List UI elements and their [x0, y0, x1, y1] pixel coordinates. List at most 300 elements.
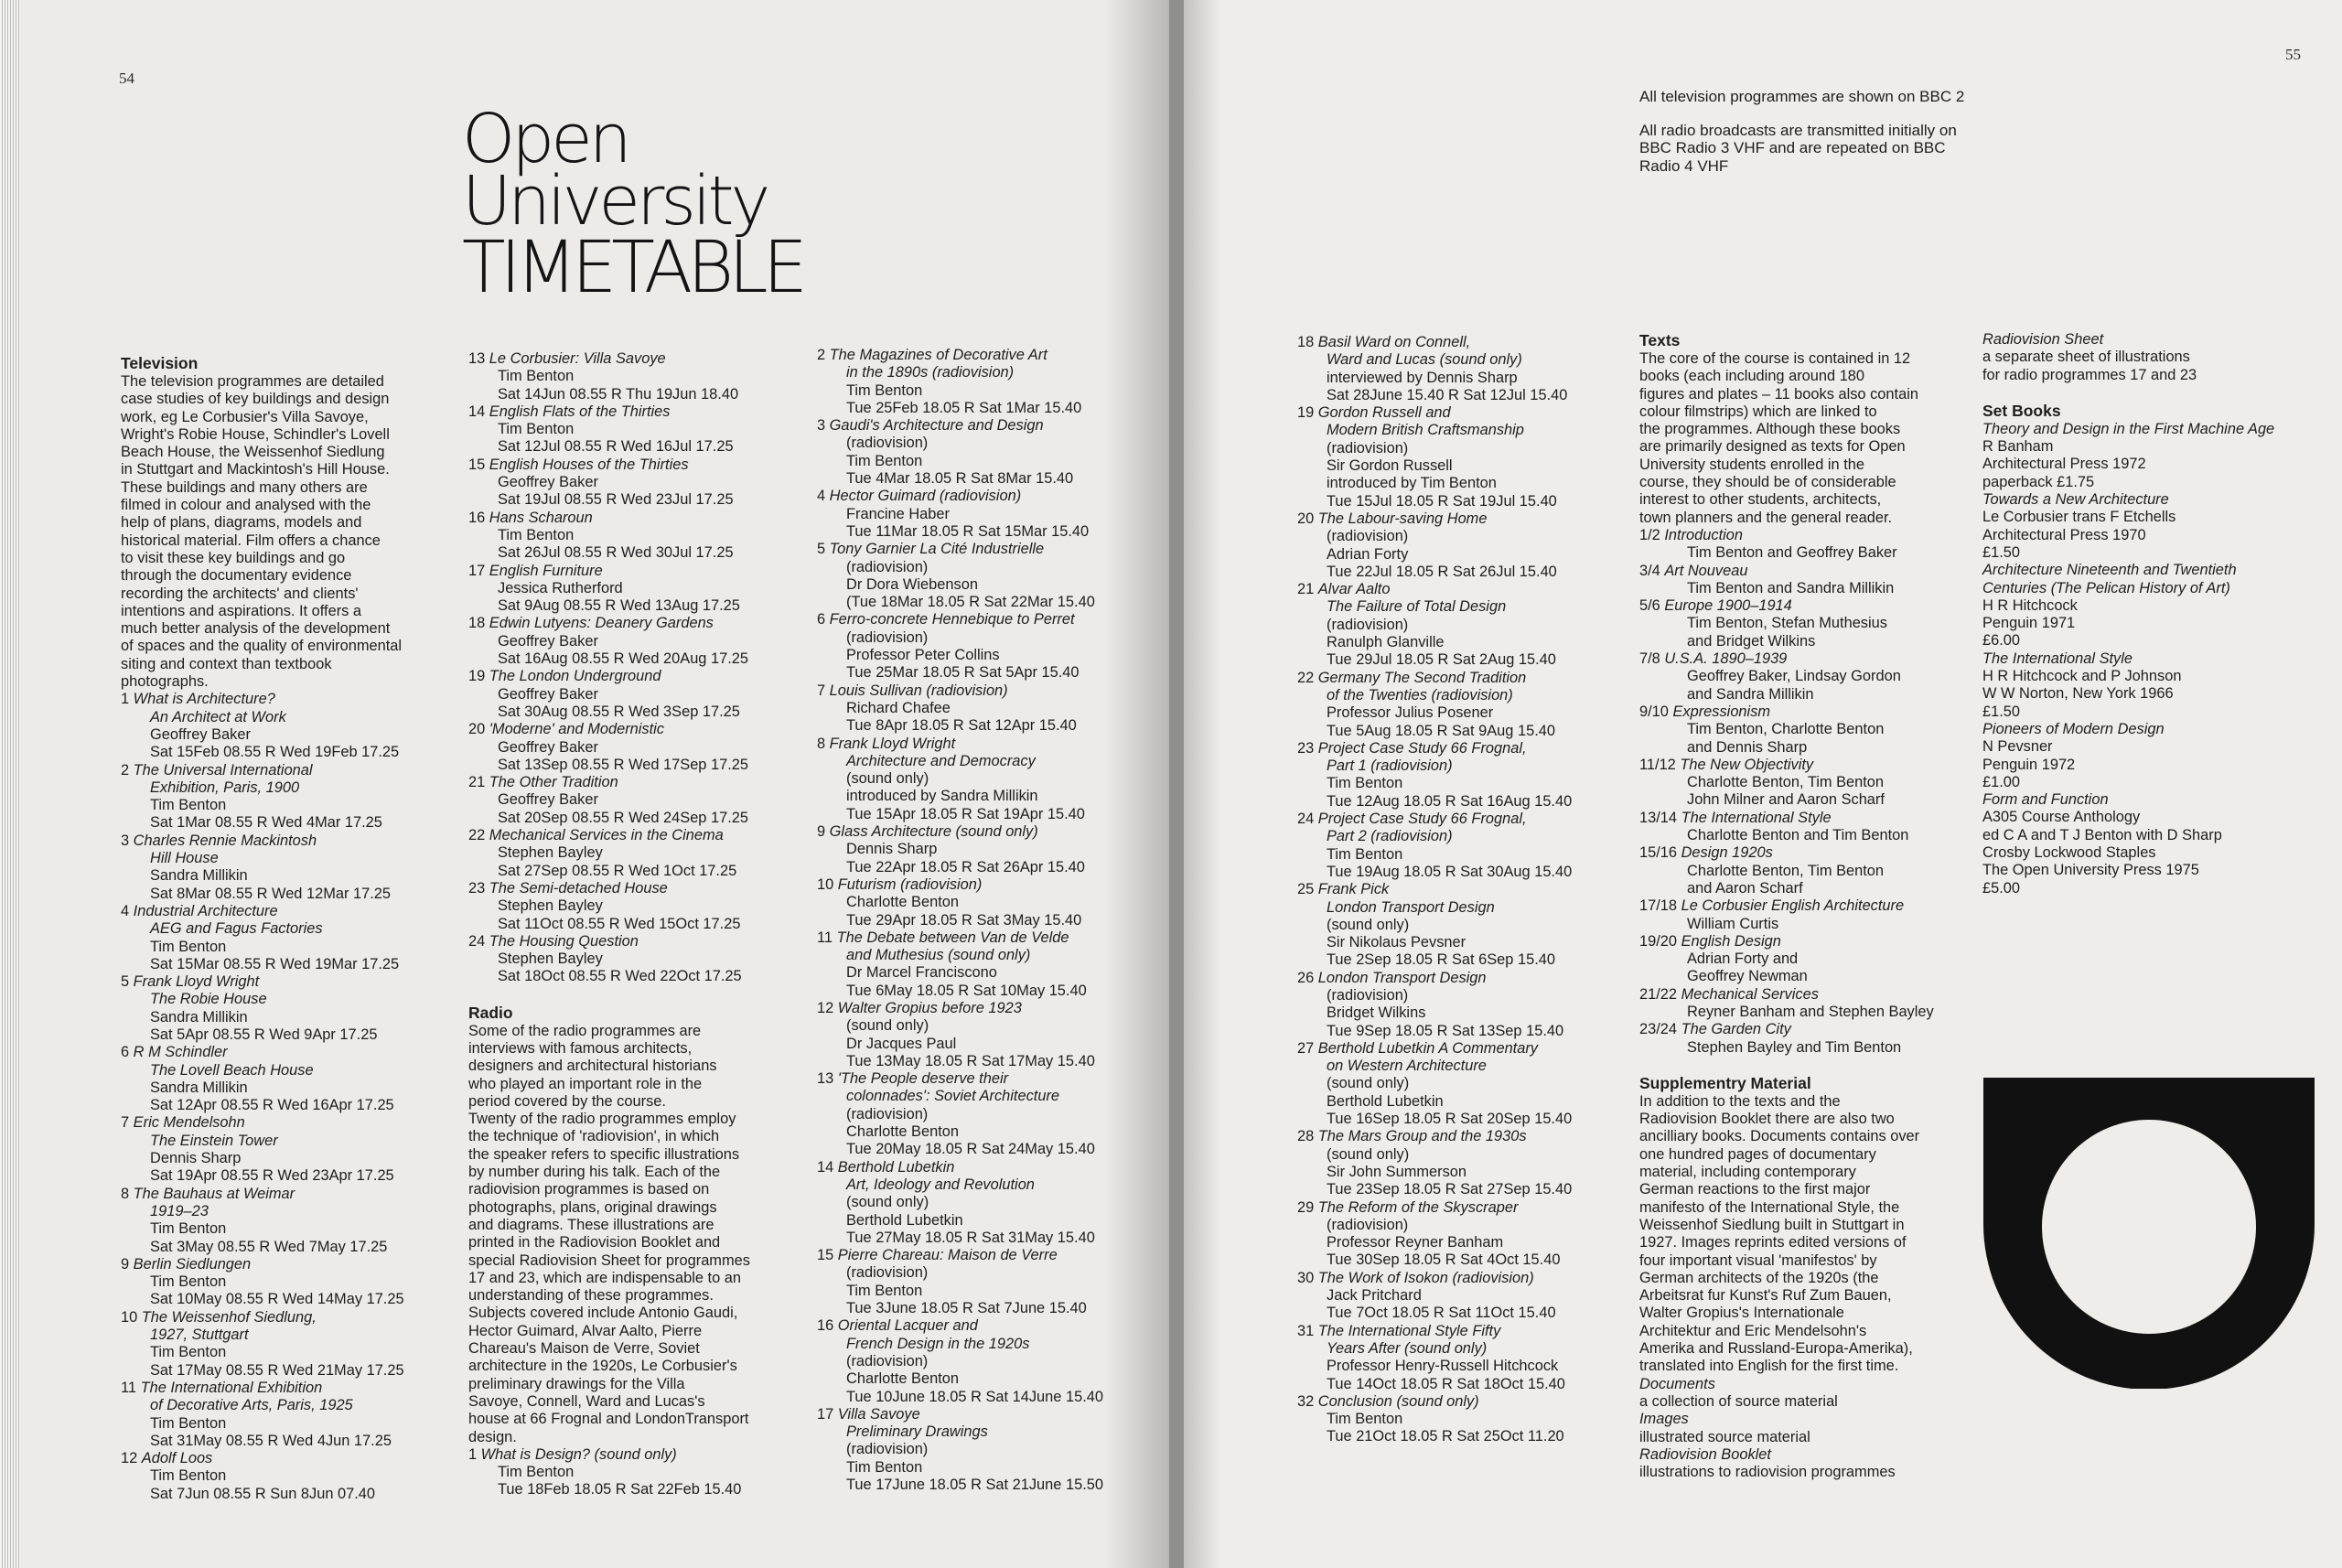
- programme-title: [817, 1406, 1103, 1423]
- programme-title: [121, 1450, 404, 1467]
- body-text-line: the speaker refers to specific illustrations: [468, 1145, 740, 1163]
- body-text-line: The television programmes are detailed: [121, 373, 384, 390]
- programme-detail: Tue 2Sep 18.05 R Sat 6Sep 15.40: [1327, 951, 1555, 969]
- programme-detail: Sat 7Jun 08.55 R Sun 8Jun 07.40: [150, 1485, 376, 1502]
- programme-title: [817, 541, 1103, 558]
- body-text-line: Twenty of the radio programmes employ: [468, 1111, 736, 1128]
- programme-detail: (sound only): [1327, 1075, 1410, 1092]
- programme-detail: (Tue 18Mar 18.05 R Sat 22Mar 15.40: [846, 594, 1095, 611]
- programme-detail: Berthold Lubetkin: [846, 1211, 963, 1229]
- book-authors: Geoffrey Baker, Lindsay Gordon: [1687, 668, 1901, 685]
- programme-name: Design 1920s: [1681, 844, 1773, 862]
- body-text-line: Subjects covered include Antonio Gaudi,: [468, 1305, 738, 1322]
- programme-detail: (radiovision): [846, 1352, 929, 1369]
- body-text-line: figures and plates – 11 books also contain: [1639, 385, 1918, 403]
- body-text-line: printed in the Radiovision Booklet and: [468, 1234, 721, 1251]
- programme-title: [1639, 757, 1934, 774]
- programme-detail: Tim Benton: [846, 1282, 923, 1299]
- body-text-line: Walter Gropius's Internationale: [1639, 1305, 1844, 1322]
- body-text-line: Penguin 1972: [1982, 756, 2076, 773]
- body-text-line: R Banham: [1982, 438, 2054, 456]
- programme-detail: Sandra Millikin: [150, 867, 248, 885]
- programme-detail: Tue 29Jul 18.05 R Sat 2Aug 15.40: [1327, 651, 1556, 669]
- programme-detail: Charlotte Benton: [846, 894, 960, 911]
- programme-number: 21: [468, 774, 489, 791]
- programme-detail: (sound only): [1327, 916, 1410, 933]
- body-text-line: who played an important role in the: [468, 1075, 703, 1092]
- programme-detail: Charlotte Benton: [846, 1123, 960, 1141]
- body-text-line: by number during his talk. Each of the: [468, 1164, 721, 1181]
- body-text-line: period covered by the course.: [468, 1092, 666, 1110]
- programme-name: Germany The Second Tradition: [1317, 669, 1527, 686]
- programme-title: [1297, 334, 1572, 351]
- programme-number: 23/24: [1639, 1021, 1681, 1038]
- programme-name: Charles Rennie Mackintosh: [133, 832, 317, 849]
- programme-name: The Mars Group and the 1930s: [1317, 1128, 1527, 1145]
- programme-title: [468, 456, 750, 474]
- programme-detail: Tue 20May 18.05 R Sat 24May 15.40: [846, 1141, 1095, 1158]
- book-authors: and Dennis Sharp: [1687, 738, 1808, 756]
- programme-number: 28: [1297, 1128, 1318, 1145]
- programme-name: Conclusion (sound only): [1317, 1392, 1479, 1410]
- programme-detail: Tue 25Mar 18.05 R Sat 5Apr 15.40: [846, 664, 1080, 682]
- programme-number: 16: [468, 509, 489, 526]
- programme-name: Project Case Study 66 Frognal,: [1317, 739, 1527, 757]
- programme-name: The London Underground: [489, 668, 661, 685]
- programme-title: [1297, 970, 1572, 987]
- programme-detail: Dennis Sharp: [150, 1150, 242, 1167]
- programme-detail: Tim Benton: [150, 1220, 227, 1238]
- programme-detail: Dr Dora Wiebenson: [846, 575, 978, 593]
- book-title: Radiovision Booklet: [1639, 1445, 1771, 1463]
- programme-number: 8: [817, 735, 830, 752]
- column-radio-1: [817, 347, 1103, 1494]
- body-text-line: Wright's Robie House, Schindler's Lovell: [121, 425, 390, 443]
- programme-detail: Tim Benton: [498, 421, 575, 438]
- programme-subtitle: London Transport Design: [1327, 898, 1495, 916]
- programme-subtitle: Part 2 (radiovision): [1327, 828, 1453, 845]
- programme-number: 5/6: [1639, 597, 1665, 615]
- programme-name: English Houses of the Thirties: [489, 456, 689, 473]
- programme-number: 2: [121, 761, 134, 779]
- section-heading: Texts: [1639, 331, 1681, 349]
- programme-number: 24: [468, 932, 489, 950]
- programme-number: 22: [1297, 669, 1318, 686]
- programme-name: Eric Mendelsohn: [133, 1114, 245, 1132]
- programme-name: Glass Architecture (sound only): [829, 823, 1038, 841]
- body-text-line: radiovision programmes is based on: [468, 1181, 710, 1198]
- programme-subtitle: Modern British Craftsmanship: [1327, 422, 1524, 439]
- body-text-line: Le Corbusier trans F Etchells: [1982, 509, 2176, 526]
- body-text-line: colour filmstrips) which are linked to: [1639, 403, 1877, 420]
- body-text-line: historical material. Film offers a chance: [121, 532, 381, 549]
- body-text-line: £1.50: [1982, 543, 2021, 561]
- programme-detail: Tue 30Sep 18.05 R Sat 4Oct 15.40: [1327, 1251, 1561, 1269]
- body-text-line: design.: [468, 1428, 517, 1445]
- programme-number: 7: [121, 1114, 134, 1132]
- programme-detail: Tue 22Apr 18.05 R Sat 26Apr 15.40: [846, 858, 1085, 875]
- body-text-line: interest to other students, architects,: [1639, 491, 1882, 509]
- programme-detail: Tim Benton: [150, 938, 227, 955]
- programme-name: London Transport Design: [1317, 969, 1487, 986]
- programme-subtitle: French Design in the 1920s: [846, 1335, 1030, 1352]
- programme-number: 13/14: [1639, 809, 1681, 826]
- programme-title: [817, 488, 1103, 505]
- programme-subtitle: 1919–23: [150, 1202, 209, 1219]
- programme-name: Industrial Architecture: [133, 902, 278, 919]
- programme-detail: (sound only): [846, 1194, 929, 1211]
- programme-detail: Sat 15Mar 08.55 R Wed 19Mar 17.25: [150, 955, 400, 972]
- programme-detail: Jack Pritchard: [1327, 1287, 1422, 1305]
- body-text-line: photographs, plans, original drawings: [468, 1198, 717, 1216]
- programme-title: [468, 1446, 750, 1464]
- programme-name: English Design: [1681, 932, 1781, 950]
- body-text-line: H R Hitchcock and P Johnson: [1982, 668, 2182, 685]
- programme-title: [121, 1256, 404, 1273]
- programme-number: 25: [1297, 881, 1318, 898]
- programme-name: Frank Pick: [1317, 881, 1390, 898]
- programme-number: 3: [121, 832, 134, 849]
- programme-number: 8: [121, 1185, 134, 1202]
- body-text-line: siting and context than textbook: [121, 655, 332, 672]
- programme-name: Mechanical Services: [1681, 985, 1819, 1003]
- tv-note: All television programmes are shown on BBC 2: [1639, 88, 1965, 105]
- programme-number: 4: [817, 488, 830, 505]
- body-text-line: intentions and aspirations. It offers a: [121, 602, 362, 619]
- programme-title: [817, 736, 1103, 753]
- programme-detail: Tue 29Apr 18.05 R Sat 3May 15.40: [846, 911, 1082, 929]
- programme-title: [1297, 740, 1572, 757]
- programme-detail: (radiovision): [1327, 528, 1409, 545]
- programme-name: 'The People deserve their: [837, 1070, 1009, 1088]
- programme-number: 17: [468, 562, 489, 579]
- programme-title: [817, 1317, 1103, 1335]
- programme-name: The Bauhaus at Weimar: [133, 1185, 295, 1202]
- programme-name: Europe 1900–1914: [1664, 597, 1792, 615]
- book-authors: Charlotte Benton, Tim Benton: [1687, 862, 1885, 879]
- programme-detail: Sir Gordon Russell: [1327, 457, 1453, 475]
- programme-detail: Tue 16Sep 18.05 R Sat 20Sep 15.40: [1327, 1111, 1573, 1128]
- programme-detail: Sat 8Mar 08.55 R Wed 12Mar 17.25: [150, 885, 392, 902]
- programme-title: [1297, 404, 1572, 422]
- programme-name: Futurism (radiovision): [837, 875, 983, 893]
- book-authors: Geoffrey Newman: [1687, 968, 1808, 985]
- page-number-left: 54: [119, 70, 134, 87]
- programme-detail: (radiovision): [846, 1105, 929, 1122]
- programme-detail: Sat 13Sep 08.55 R Wed 17Sep 17.25: [498, 756, 748, 773]
- programme-name: The Labour-saving Home: [1317, 510, 1488, 527]
- programme-number: 23: [1297, 739, 1318, 757]
- programme-title: [468, 668, 750, 685]
- body-text-line: German architects of the 1920s (the: [1639, 1269, 1879, 1286]
- body-text-line: filmed in colour and analysed with the: [121, 497, 371, 514]
- programme-number: 6: [121, 1044, 134, 1061]
- programme-number: 11: [817, 929, 837, 946]
- page-title: [462, 100, 802, 309]
- programme-detail: Sat 19Apr 08.55 R Wed 23Apr 17.25: [150, 1167, 394, 1185]
- programme-title: [121, 762, 404, 779]
- programme-number: 1/2: [1639, 526, 1665, 543]
- book-authors: Tim Benton, Charlotte Benton: [1687, 721, 1885, 738]
- programme-name: Le Corbusier English Architecture: [1681, 897, 1905, 915]
- programme-detail: Tue 12Aug 18.05 R Sat 16Aug 15.40: [1327, 792, 1573, 810]
- section-heading: Radio: [468, 1003, 513, 1022]
- programme-title: [121, 973, 404, 991]
- programme-detail: (radiovision): [846, 628, 929, 646]
- programme-subtitle: of the Twenties (radiovision): [1327, 686, 1513, 703]
- programme-detail: Tim Benton: [846, 1458, 923, 1476]
- book-authors: and Sandra Millikin: [1687, 685, 1814, 703]
- programme-name: The Garden City: [1681, 1021, 1791, 1038]
- body-text-line: the programmes. Although these books: [1639, 421, 1901, 438]
- programme-detail: Tim Benton: [150, 1467, 227, 1485]
- programme-title: [1297, 1040, 1572, 1058]
- programme-detail: Tim Benton: [1327, 845, 1403, 863]
- programme-title: [121, 1309, 404, 1326]
- programme-detail: Tue 3June 18.05 R Sat 7June 15.40: [846, 1300, 1087, 1317]
- body-text-line: interviews with famous architects,: [468, 1039, 693, 1057]
- book-authors: Tim Benton and Sandra Millikin: [1687, 579, 1895, 596]
- programme-name: Introduction: [1664, 526, 1743, 543]
- body-text-line: photographs.: [121, 673, 209, 691]
- body-text-line: illustrated source material: [1639, 1428, 1810, 1445]
- body-text-line: manifesto of the International Style, the: [1639, 1198, 1900, 1216]
- programme-name: The Weissenhof Siedlung,: [141, 1308, 317, 1326]
- programme-title: [1639, 1021, 1934, 1038]
- spacer: [1639, 1057, 1934, 1074]
- programme-name: Louis Sullivan (radiovision): [829, 682, 1008, 699]
- programme-subtitle: The Einstein Tower: [150, 1132, 278, 1149]
- programme-detail: Sat 31May 08.55 R Wed 4Jun 17.25: [150, 1432, 392, 1449]
- programme-name: The International Style: [1681, 809, 1832, 826]
- programme-detail: (radiovision): [846, 1264, 929, 1282]
- programme-name: Frank Lloyd Wright: [829, 735, 956, 752]
- programme-detail: Sir John Summerson: [1327, 1163, 1467, 1180]
- programme-name: English Furniture: [489, 562, 603, 579]
- programme-detail: Sat 15Feb 08.55 R Wed 19Feb 17.25: [150, 744, 400, 761]
- book-spine: [1169, 0, 1184, 1568]
- programme-number: 31: [1297, 1322, 1318, 1339]
- programme-title: [1639, 810, 1934, 827]
- programme-detail: Sandra Millikin: [150, 1079, 248, 1096]
- programme-detail: Geoffrey Baker: [498, 685, 598, 703]
- programme-number: 18: [1297, 334, 1318, 350]
- programme-name: The Housing Question: [489, 932, 639, 950]
- programme-title: [1639, 933, 1934, 950]
- programme-name: Berthold Lubetkin A Commentary: [1317, 1039, 1539, 1057]
- programme-subtitle: The Failure of Total Design: [1327, 598, 1507, 616]
- programme-subtitle: Years After (sound only): [1327, 1339, 1488, 1357]
- book-authors: Stephen Bayley and Tim Benton: [1687, 1038, 1902, 1056]
- programme-subtitle: Exhibition, Paris, 1900: [150, 779, 300, 796]
- programme-detail: Tue 11Mar 18.05 R Sat 15Mar 15.40: [846, 522, 1090, 540]
- programme-detail: interviewed by Dennis Sharp: [1327, 369, 1518, 386]
- programme-title: [817, 1247, 1103, 1264]
- programme-detail: (radiovision): [846, 1441, 929, 1458]
- programme-name: Ferro-concrete Hennebique to Perret: [829, 611, 1075, 628]
- programme-number: 7: [817, 682, 830, 699]
- programme-detail: Tim Benton: [498, 1464, 575, 1481]
- programme-subtitle: Art, Ideology and Revolution: [846, 1176, 1035, 1193]
- programme-subtitle: and Muthesius (sound only): [846, 947, 1031, 964]
- programme-detail: introduced by Sandra Millikin: [846, 788, 1038, 805]
- programme-name: R M Schindler: [133, 1044, 228, 1061]
- programme-title: [1639, 703, 1934, 721]
- programme-title: [817, 611, 1103, 628]
- programme-name: The Work of Isokon (radiovision): [1317, 1269, 1534, 1286]
- programme-name: English Flats of the Thirties: [489, 403, 671, 420]
- book-title: Theory and Design in the First Machine Age: [1982, 420, 2275, 437]
- book-authors: John Milner and Aaron Scharf: [1687, 791, 1885, 809]
- programme-detail: Dennis Sharp: [846, 841, 938, 858]
- programme-name: Le Corbusier: Villa Savoye: [489, 350, 666, 367]
- programme-detail: Sat 28June 15.40 R Sat 12Jul 15.40: [1327, 386, 1568, 403]
- programme-detail: Geoffrey Baker: [498, 791, 598, 809]
- programme-detail: Stephen Bayley: [498, 950, 603, 968]
- programme-name: The International Exhibition: [140, 1379, 323, 1396]
- body-text-line: paperback £1.75: [1982, 473, 2095, 490]
- programme-name: The New Objectivity: [1680, 756, 1814, 773]
- spacer: [1982, 384, 2274, 402]
- section-heading: Television: [121, 354, 199, 372]
- book-title: Documents: [1639, 1375, 1715, 1392]
- programme-number: 19: [468, 668, 489, 685]
- book-authors: Charlotte Benton, Tim Benton: [1687, 774, 1885, 791]
- programme-title: [121, 1114, 404, 1132]
- programme-title: [817, 417, 1103, 435]
- programme-subtitle: Ward and Lucas (sound only): [1327, 351, 1522, 369]
- programme-name: The Reform of the Skyscraper: [1317, 1198, 1519, 1216]
- body-text-line: Some of the radio programmes are: [468, 1022, 702, 1039]
- programme-title: [468, 350, 750, 368]
- body-text-line: Chareau's Maison de Verre, Soviet: [468, 1340, 700, 1358]
- programme-detail: Sat 3May 08.55 R Wed 7May 17.25: [150, 1238, 388, 1255]
- programme-title: [468, 403, 750, 421]
- programme-title: [1297, 881, 1572, 898]
- programme-title: [121, 832, 404, 850]
- body-text-line: Amerika and Russland-Europa-Amerika),: [1639, 1340, 1913, 1358]
- programme-title: [817, 823, 1103, 841]
- page-edges: [0, 0, 20, 1568]
- body-text-line: translated into English for the first time.: [1639, 1358, 1899, 1375]
- body-text-line: H R Hitchcock: [1982, 596, 2078, 614]
- programme-detail: Adrian Forty: [1327, 545, 1409, 563]
- section-heading: Set Books: [1982, 401, 2061, 420]
- programme-detail: Sat 12Jul 08.55 R Wed 16Jul 17.25: [498, 438, 734, 456]
- programme-detail: Tue 9Sep 18.05 R Sat 13Sep 15.40: [1327, 1022, 1564, 1039]
- programme-name: Mechanical Services in the Cinema: [489, 827, 724, 844]
- book-title: Radiovision Sheet: [1982, 331, 2104, 348]
- programme-detail: Francine Haber: [846, 505, 950, 522]
- programme-title: [1297, 1128, 1572, 1145]
- programme-name: What is Design? (sound only): [480, 1445, 677, 1463]
- programme-detail: Geoffrey Baker: [498, 632, 598, 650]
- body-text-line: of spaces and the quality of environmental: [121, 638, 403, 655]
- programme-number: 23: [468, 879, 489, 897]
- programme-name: Berthold Lubetkin: [837, 1158, 955, 1176]
- programme-detail: Tim Benton: [150, 1273, 227, 1291]
- programme-detail: Geoffrey Baker: [150, 725, 251, 743]
- programme-detail: Tue 15Apr 18.05 R Sat 19Apr 15.40: [846, 805, 1085, 822]
- programme-subtitle: Part 1 (radiovision): [1327, 757, 1453, 775]
- programme-number: 18: [468, 615, 489, 632]
- gutter-shadow: [1184, 0, 1220, 1568]
- programme-number: 15: [468, 456, 489, 473]
- programme-detail: (radiovision): [1327, 616, 1409, 633]
- programme-title: [121, 903, 404, 920]
- body-text-line: Beach House, the Weissenhof Siedlung: [121, 444, 385, 461]
- body-text-line: £1.50: [1982, 703, 2021, 720]
- programme-name: The International Style Fifty: [1317, 1322, 1501, 1339]
- programme-detail: Sat 20Sep 08.55 R Wed 24Sep 17.25: [498, 809, 748, 826]
- programme-title: [1639, 563, 1934, 580]
- column-television: [121, 354, 404, 1503]
- body-text-line: These buildings and many others are: [121, 478, 368, 496]
- programme-number: 3: [817, 417, 830, 435]
- programme-subtitle: AEG and Fagus Factories: [150, 920, 323, 938]
- programme-name: U.S.A. 1890–1939: [1664, 650, 1788, 668]
- programme-detail: Tue 4Mar 18.05 R Sat 8Mar 15.40: [846, 470, 1074, 488]
- programme-detail: (sound only): [1327, 1145, 1410, 1163]
- programme-detail: Sat 18Oct 08.55 R Wed 22Oct 17.25: [498, 968, 742, 985]
- open-university-logo: [1983, 1078, 2315, 1389]
- programme-detail: Tue 13May 18.05 R Sat 17May 15.40: [846, 1052, 1095, 1069]
- programme-detail: Tue 6May 18.05 R Sat 10May 15.40: [846, 982, 1087, 999]
- book-authors: William Curtis: [1687, 915, 1779, 932]
- programme-name: Expressionism: [1672, 703, 1771, 720]
- programme-number: 29: [1297, 1198, 1318, 1216]
- body-text-line: designers and architectural historians: [468, 1058, 717, 1075]
- programme-detail: Berthold Lubetkin: [1327, 1092, 1444, 1110]
- programme-title: [468, 933, 750, 950]
- programme-subtitle: 1927, Stuttgart: [150, 1326, 249, 1344]
- body-text-line: four important visual 'manifestos' by: [1639, 1251, 1877, 1269]
- programme-title: [468, 827, 750, 844]
- body-text-line: 1927. Images reprints edited versions of: [1639, 1234, 1907, 1251]
- column-television-radio: [468, 350, 750, 1499]
- programme-detail: Professor Julius Posener: [1327, 704, 1494, 722]
- body-text-line: W W Norton, New York 1966: [1982, 685, 2174, 703]
- body-text-line: a separate sheet of illustrations: [1982, 349, 2190, 366]
- book-title: The International Style: [1982, 650, 2133, 667]
- programme-detail: Bridget Wilkins: [1327, 1004, 1426, 1022]
- programme-title: [121, 1186, 404, 1203]
- programme-detail: Sat 1Mar 08.55 R Wed 4Mar 17.25: [150, 814, 382, 832]
- programme-number: 9: [121, 1255, 134, 1273]
- body-text-line: are primarily designed as texts for Open: [1639, 438, 1906, 456]
- body-text-line: Architektur and Eric Mendelsohn's: [1639, 1322, 1867, 1339]
- programme-name: Berlin Siedlungen: [133, 1255, 252, 1273]
- programme-detail: Tim Benton: [150, 1414, 227, 1432]
- programme-title: [817, 1159, 1103, 1176]
- body-text-line: to visit these key buildings and go: [121, 549, 346, 566]
- programme-detail: Professor Reyner Banham: [1327, 1234, 1504, 1251]
- left-page: [0, 0, 1169, 1568]
- body-text-line: Architectural Press 1970: [1982, 526, 2146, 543]
- programme-detail: Sat 14Jun 08.55 R Thu 19Jun 18.40: [498, 385, 739, 403]
- body-text-line: work, eg Le Corbusier's Villa Savoye,: [121, 408, 369, 425]
- programme-number: 16: [817, 1317, 838, 1335]
- programme-number: 27: [1297, 1039, 1318, 1057]
- body-text-line: much better analysis of the development: [121, 620, 391, 638]
- body-text-line: Crosby Lockwood Staples: [1982, 844, 2156, 862]
- programme-detail: Tim Benton: [150, 797, 227, 814]
- programme-title: [1297, 1270, 1572, 1287]
- body-text-line: Penguin 1971: [1982, 615, 2076, 632]
- programme-detail: (radiovision): [846, 558, 929, 575]
- body-text-line: German reactions to the first major: [1639, 1181, 1871, 1198]
- programme-title: [1297, 1393, 1572, 1411]
